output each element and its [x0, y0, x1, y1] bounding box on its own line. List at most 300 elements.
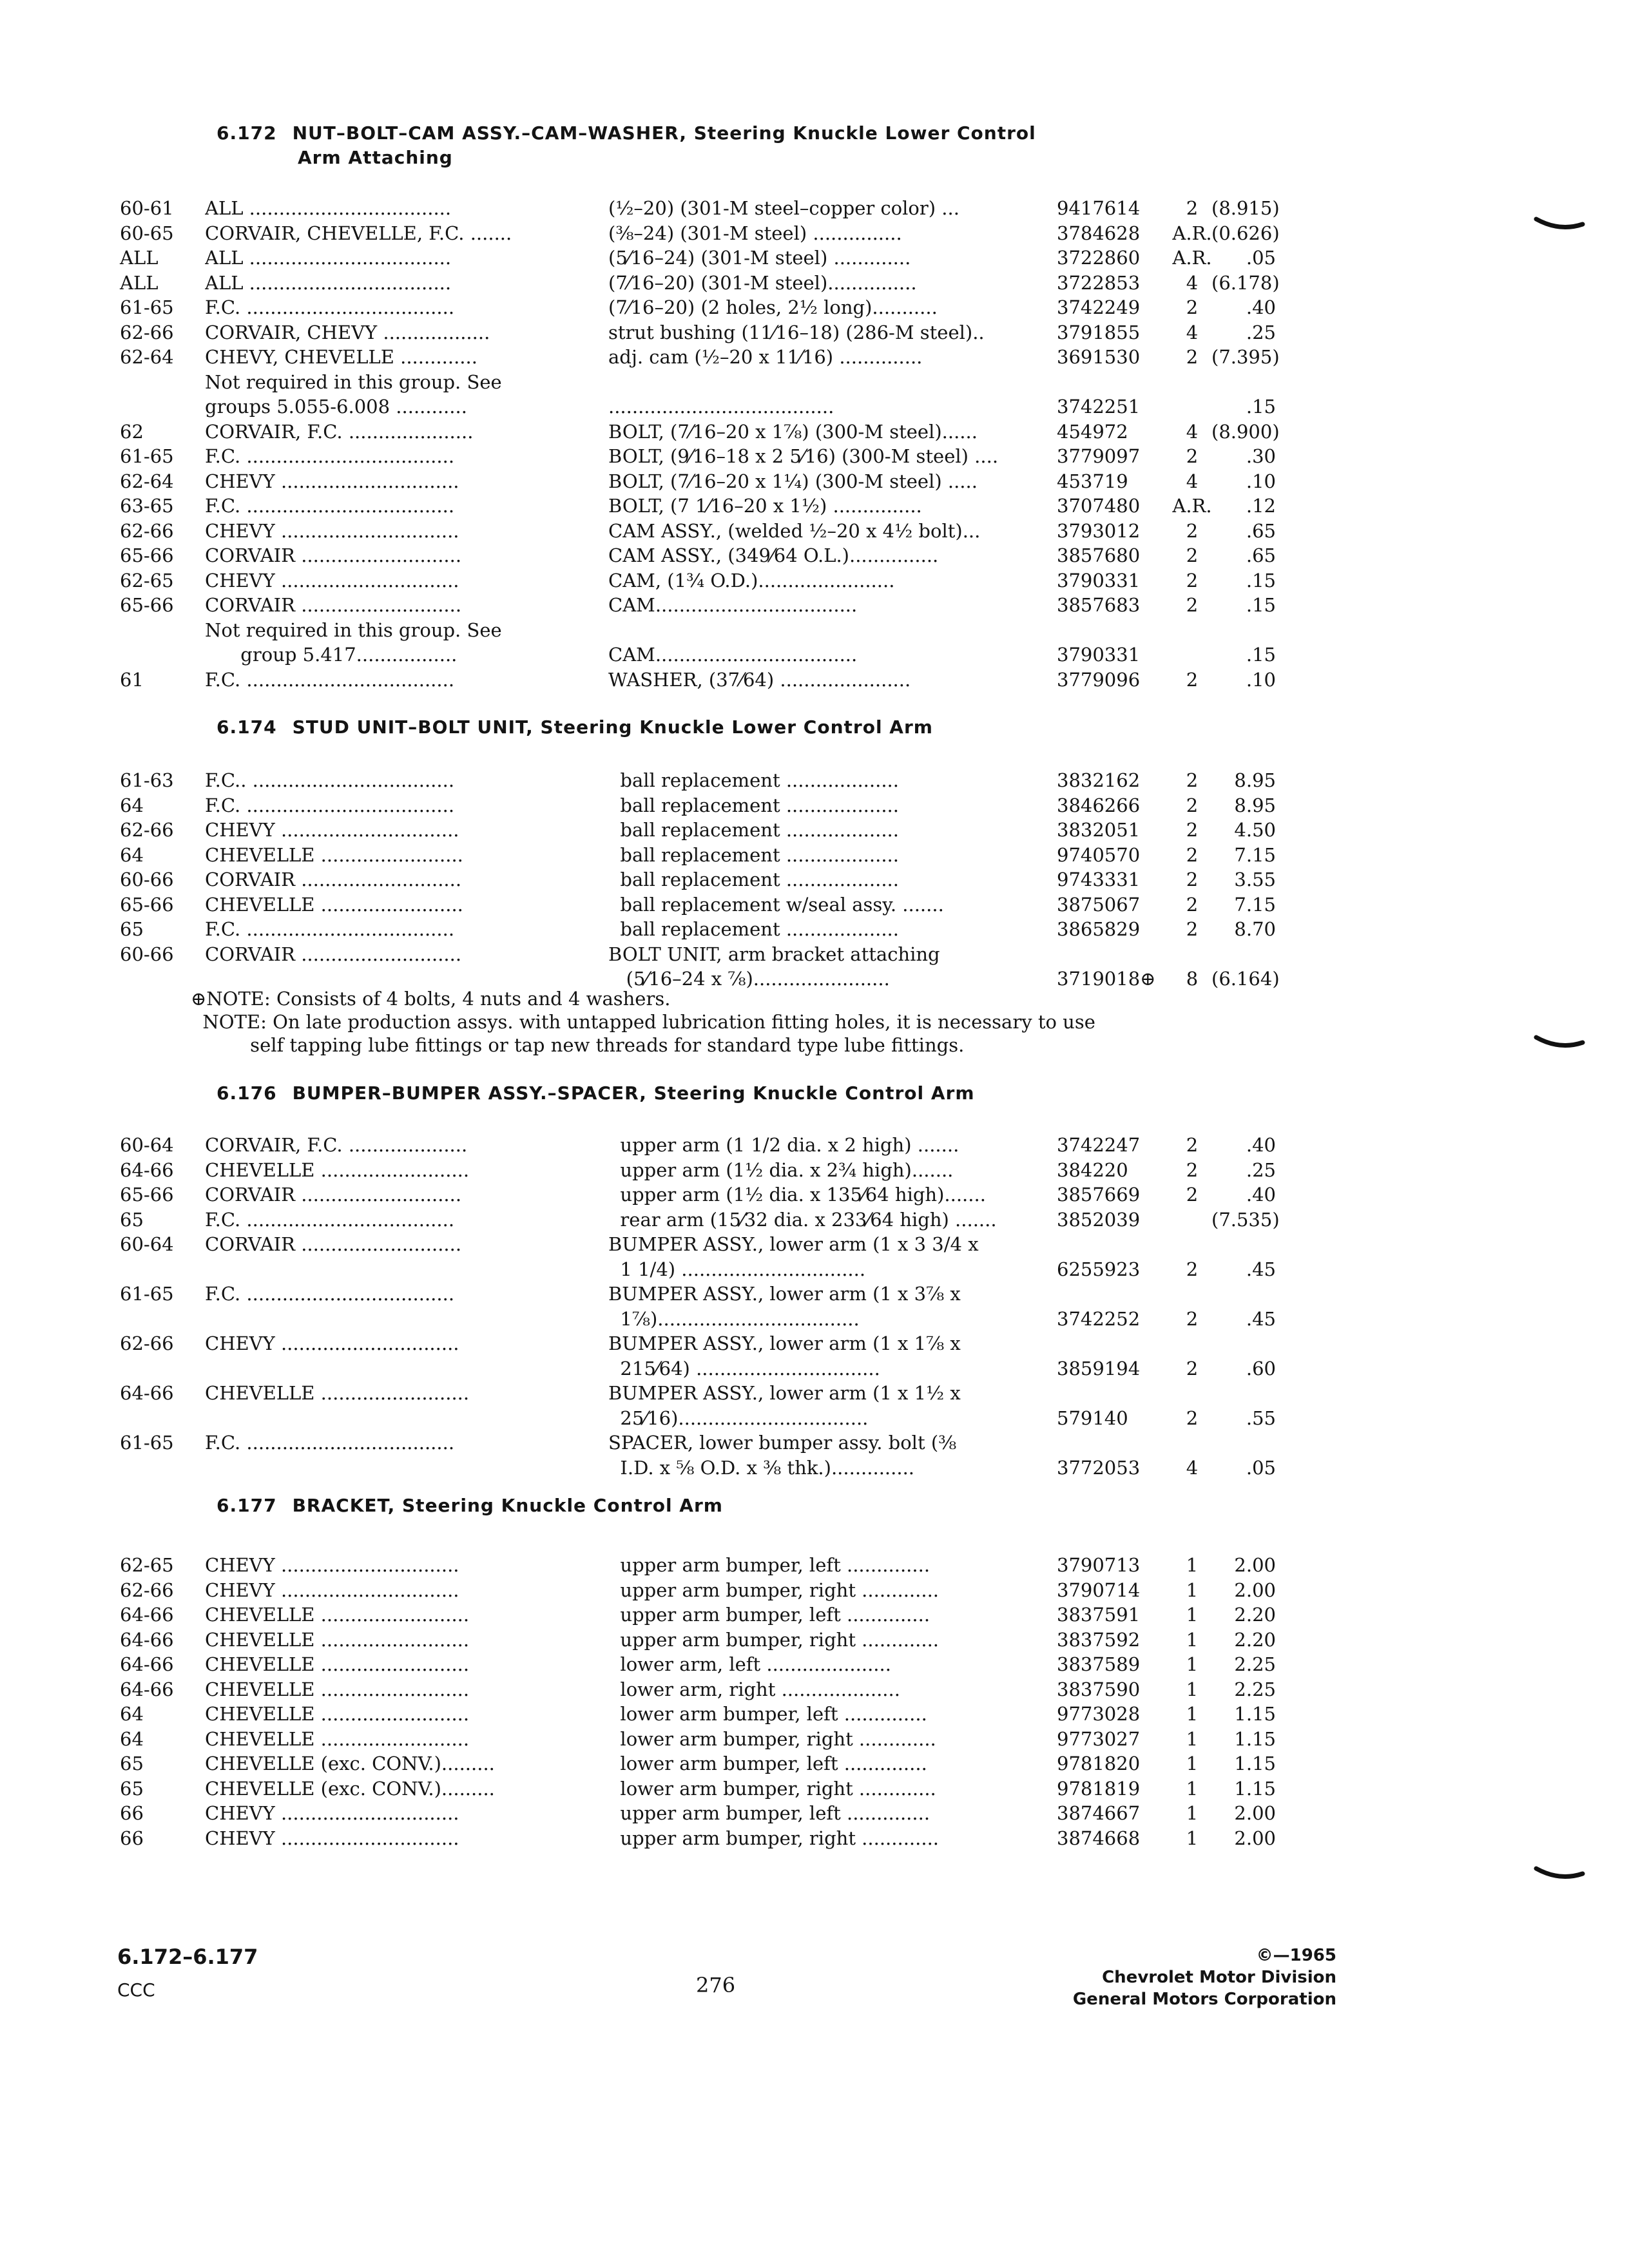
price-cell: (7.395) — [1211, 346, 1280, 368]
quantity-cell: 4 — [1186, 420, 1199, 443]
part-number-cell: 3837589 — [1057, 1653, 1141, 1675]
quantity-cell: 1 — [1186, 1554, 1199, 1576]
description-cell: CAM.................................. — [608, 594, 858, 616]
price-cell: 2.25 — [1234, 1653, 1276, 1675]
table-row — [0, 568, 1629, 593]
model-cell: CORVAIR ........................... — [205, 544, 462, 566]
footer-division: Chevrolet Motor Division — [1102, 1968, 1336, 1987]
section-number: 6.174 — [217, 716, 277, 738]
part-number-cell: 3846266 — [1057, 794, 1141, 816]
part-number-cell: 3837590 — [1057, 1678, 1141, 1700]
note-line: NOTE: On late production assys. with untapped lubrication fitting holes, it is necessary to use — [191, 1011, 1095, 1033]
price-cell: .05 — [1246, 247, 1276, 269]
model-cell: CORVAIR ........................... — [205, 594, 462, 616]
model-year-cell: 64-66 — [120, 1158, 174, 1181]
quantity-cell: 1 — [1186, 1579, 1199, 1601]
model-year-cell: 61-65 — [120, 445, 174, 467]
model-cell: CORVAIR ........................... — [205, 943, 462, 965]
model-cell: F.C. ................................... — [205, 794, 455, 816]
quantity-cell: 2 — [1186, 1407, 1199, 1429]
price-cell: 8.95 — [1234, 794, 1276, 816]
description-cell: ball replacement ................... — [608, 869, 899, 890]
price-cell: .30 — [1246, 445, 1276, 467]
table-row — [0, 1282, 1629, 1331]
table-row — [0, 1232, 1629, 1282]
price-cell: .40 — [1246, 1134, 1276, 1156]
model-cell: F.C. ................................... — [205, 1283, 455, 1305]
parts-table — [0, 196, 1629, 692]
quantity-cell: 4 — [1186, 470, 1199, 492]
quantity-cell: 1 — [1186, 1727, 1199, 1750]
price-cell: 2.20 — [1234, 1628, 1276, 1651]
model-year-cell: 65-66 — [120, 893, 174, 916]
part-number-cell: 3742251 — [1057, 396, 1141, 418]
description-cell: (7⁄16–20) (301-M steel)............... — [608, 271, 917, 294]
part-number-cell: 3857680 — [1057, 544, 1141, 566]
quantity-cell: 4 — [1186, 271, 1199, 294]
model-cell: CHEVELLE ......................... — [205, 1382, 470, 1404]
binder-mark — [1534, 1862, 1585, 1888]
model-cell: ALL .................................. — [205, 271, 452, 294]
part-number-cell: 384220 — [1057, 1158, 1128, 1181]
table-row — [0, 1652, 1629, 1677]
model-year-cell: 62-66 — [120, 1579, 174, 1601]
table-row — [0, 221, 1629, 246]
model-cell: F.C. ................................... — [205, 1208, 455, 1231]
description-cell: BUMPER ASSY., lower arm (1 x 1½ x 25⁄16)................................ — [608, 1382, 961, 1429]
parts-table — [0, 1133, 1629, 1480]
model-cell: CHEVY .............................. — [205, 470, 459, 492]
section-subtitle: Arm Attaching — [298, 147, 453, 168]
parts-table — [0, 1553, 1629, 1850]
model-year-cell: 66 — [120, 1802, 144, 1824]
description-cell: ball replacement ................... — [608, 918, 899, 940]
model-year-cell: 65 — [120, 1753, 144, 1774]
table-row — [0, 1331, 1629, 1381]
table-row — [0, 1133, 1629, 1158]
model-year-cell: 65-66 — [120, 594, 174, 616]
table-row — [0, 867, 1629, 892]
section-heading — [217, 1081, 1312, 1106]
model-year-cell: 65-66 — [120, 544, 174, 566]
quantity-cell: 4 — [1186, 1456, 1199, 1479]
table-row — [0, 1628, 1629, 1653]
description-cell: upper arm bumper, right ............. — [608, 1827, 940, 1849]
price-cell: (8.915) — [1211, 197, 1280, 219]
footer-copyright: ©—1965 — [1256, 1946, 1336, 1965]
table-row — [0, 1751, 1629, 1776]
price-cell: .15 — [1246, 644, 1276, 666]
model-cell: CORVAIR, CHEVELLE, F.C. ....... — [205, 222, 512, 244]
part-number-cell: 3790331 — [1057, 644, 1141, 666]
price-cell: .25 — [1246, 321, 1276, 343]
section-heading — [217, 121, 1312, 170]
quantity-cell: 2 — [1186, 544, 1199, 566]
model-cell: CHEVELLE ......................... — [205, 1653, 470, 1675]
description-cell: ball replacement ................... — [608, 843, 899, 866]
part-number-cell: 3722860 — [1057, 247, 1141, 269]
model-year-cell: ALL — [120, 271, 159, 294]
model-year-cell: 62-66 — [120, 321, 174, 343]
model-year-cell: 61-65 — [120, 1432, 174, 1454]
price-cell: .45 — [1246, 1258, 1276, 1280]
model-year-cell: 60-66 — [120, 869, 174, 890]
price-cell: 2.00 — [1234, 1579, 1276, 1601]
price-cell: .65 — [1246, 519, 1276, 542]
price-cell: .25 — [1246, 1158, 1276, 1181]
table-row — [0, 543, 1629, 568]
table-row — [0, 1702, 1629, 1727]
description-cell: ball replacement w/seal assy. ....... — [608, 893, 944, 916]
part-number-cell: 3779097 — [1057, 445, 1141, 467]
model-year-cell: 62-65 — [120, 1554, 174, 1576]
quantity-cell: 1 — [1186, 1653, 1199, 1675]
quantity-cell: 2 — [1186, 197, 1199, 219]
price-cell: 2.00 — [1234, 1827, 1276, 1849]
footer-corporation: General Motors Corporation — [1072, 1990, 1336, 2009]
description-cell: CAM, (1¾ O.D.)....................... — [608, 569, 895, 591]
price-cell: .15 — [1246, 396, 1276, 418]
table-row — [0, 1158, 1629, 1183]
model-year-cell: 62-66 — [120, 819, 174, 841]
price-cell: .55 — [1246, 1407, 1276, 1429]
quantity-cell: 2 — [1186, 769, 1199, 791]
part-number-cell: 453719 — [1057, 470, 1128, 492]
table-row — [0, 1826, 1629, 1851]
table-row — [0, 1776, 1629, 1802]
model-cell: CHEVELLE (exc. CONV.)......... — [205, 1777, 495, 1800]
table-row — [0, 618, 1629, 668]
model-year-cell: 65-66 — [120, 1184, 174, 1206]
binder-mark — [1534, 1031, 1585, 1057]
part-number-cell: 3791855 — [1057, 321, 1141, 343]
model-cell: ALL .................................. — [205, 247, 452, 269]
description-cell: ...................................... — [608, 396, 834, 418]
model-year-cell: 62 — [120, 420, 144, 443]
model-cell: CHEVY .............................. — [205, 519, 459, 542]
description-cell: ball replacement ................... — [608, 819, 899, 841]
price-cell: 1.15 — [1234, 1727, 1276, 1750]
table-row — [0, 668, 1629, 693]
footer-code: CCC — [117, 1979, 155, 2001]
model-year-cell: 62-65 — [120, 569, 174, 591]
model-cell: CHEVELLE ........................ — [205, 893, 463, 916]
description-cell: (½–20) (301-M steel–copper color) ... — [608, 197, 959, 219]
model-cell: CHEVELLE ......................... — [205, 1703, 470, 1725]
quantity-cell: A.R. — [1172, 247, 1212, 269]
model-cell: CHEVY .............................. — [205, 569, 459, 591]
part-number-cell: 3790331 — [1057, 569, 1141, 591]
model-year-cell: 61 — [120, 668, 144, 691]
description-cell: CAM ASSY., (349⁄64 O.L.)............... — [608, 544, 939, 566]
model-cell: CHEVELLE (exc. CONV.)......... — [205, 1753, 495, 1774]
part-number-cell: 3874667 — [1057, 1802, 1141, 1824]
model-year-cell: 61-65 — [120, 1283, 174, 1305]
model-year-cell: 64-66 — [120, 1604, 174, 1626]
price-cell: .05 — [1246, 1456, 1276, 1479]
part-number-cell: 3784628 — [1057, 222, 1141, 244]
price-cell: .10 — [1246, 470, 1276, 492]
description-cell: BUMPER ASSY., lower arm (1 x 3 3/4 x 1 1/4) ............................... — [608, 1233, 979, 1280]
model-year-cell: 62-64 — [120, 470, 174, 492]
model-year-cell: 64-66 — [120, 1653, 174, 1675]
price-cell: .40 — [1246, 296, 1276, 318]
quantity-cell: 2 — [1186, 819, 1199, 841]
part-number-cell: 3875067 — [1057, 893, 1141, 916]
part-number-cell: 3707480 — [1057, 495, 1141, 517]
section-number: 6.176 — [217, 1082, 277, 1104]
description-cell: BOLT, (9⁄16–18 x 2 5⁄16) (300-M steel) .... — [608, 445, 999, 467]
page-number: 276 — [696, 1973, 736, 1997]
price-cell: 2.25 — [1234, 1678, 1276, 1700]
description-cell: BOLT, (7 1⁄16–20 x 1½) ............... — [608, 495, 922, 517]
model-cell: CHEVY, CHEVELLE ............. — [205, 346, 477, 368]
part-number-cell: 3772053 — [1057, 1456, 1141, 1479]
description-cell: adj. cam (½–20 x 11⁄16) .............. — [608, 346, 923, 368]
section-title: BUMPER–BUMPER ASSY.–SPACER, Steering Knuckle Control Arm — [292, 1082, 975, 1104]
price-cell: 8.70 — [1234, 918, 1276, 940]
part-number-cell: 3857669 — [1057, 1184, 1141, 1206]
description-cell: BOLT, (7⁄16–20 x 1¼) (300-M steel) ..... — [608, 470, 978, 492]
model-year-cell: 64 — [120, 843, 144, 866]
table-row — [0, 469, 1629, 494]
part-number-cell: 3857683 — [1057, 594, 1141, 616]
part-number-cell: 3719018⊕ — [1057, 968, 1156, 990]
quantity-cell: 1 — [1186, 1628, 1199, 1651]
table-row — [0, 768, 1629, 793]
section-title: NUT–BOLT–CAM ASSY.–CAM–WASHER, Steering Knuckle Lower Control — [292, 122, 1036, 144]
description-cell: upper arm bumper, left .............. — [608, 1604, 930, 1626]
price-cell: 1.15 — [1234, 1777, 1276, 1800]
part-number-cell: 3837592 — [1057, 1628, 1141, 1651]
quantity-cell: 2 — [1186, 1357, 1199, 1379]
description-cell: lower arm bumper, right ............. — [608, 1777, 936, 1800]
table-row — [0, 196, 1629, 221]
model-year-cell: 60-66 — [120, 943, 174, 965]
table-row — [0, 1430, 1629, 1480]
description-cell: upper arm (1 1/2 dia. x 2 high) ....... — [608, 1134, 959, 1156]
table-row — [0, 892, 1629, 918]
model-year-cell: 61-63 — [120, 769, 174, 791]
section-title: BRACKET, Steering Knuckle Control Arm — [292, 1495, 723, 1516]
quantity-cell: 1 — [1186, 1753, 1199, 1774]
description-cell: BOLT UNIT, arm bracket attaching (5⁄16–24 x ⅞)....................... — [608, 943, 940, 990]
table-row — [0, 942, 1629, 992]
model-cell: CHEVY .............................. — [205, 819, 459, 841]
description-cell: SPACER, lower bumper assy. bolt (⅜ I.D. x ⅝ O.D. x ⅜ thk.).............. — [608, 1432, 957, 1479]
description-cell: lower arm bumper, left .............. — [608, 1753, 927, 1774]
description-cell: upper arm bumper, left .............. — [608, 1802, 930, 1824]
model-cell: F.C. ................................... — [205, 918, 455, 940]
description-cell: lower arm, left ..................... — [608, 1653, 891, 1675]
part-number-cell: 9740570 — [1057, 843, 1141, 866]
quantity-cell: 1 — [1186, 1827, 1199, 1849]
part-number-cell: 9743331 — [1057, 869, 1141, 890]
model-year-cell: 62-66 — [120, 1332, 174, 1354]
table-row — [0, 444, 1629, 469]
model-year-cell: 60-64 — [120, 1134, 174, 1156]
model-cell: CHEVY .............................. — [205, 1579, 459, 1601]
model-year-cell: 66 — [120, 1827, 144, 1849]
part-number-cell: 3722853 — [1057, 271, 1141, 294]
quantity-cell: 2 — [1186, 794, 1199, 816]
section-heading — [217, 1494, 1312, 1518]
price-cell: .45 — [1246, 1307, 1276, 1330]
quantity-cell: 2 — [1186, 893, 1199, 916]
model-year-cell: ALL — [120, 247, 159, 269]
price-cell: 3.55 — [1234, 869, 1276, 890]
model-cell: F.C. ................................... — [205, 296, 455, 318]
description-cell: BUMPER ASSY., lower arm (1 x 3⅞ x 1⅞).................................. — [608, 1283, 961, 1330]
part-number-cell: 9417614 — [1057, 197, 1141, 219]
part-number-cell: 3837591 — [1057, 1604, 1141, 1626]
table-row — [0, 1553, 1629, 1578]
part-number-cell: 3859194 — [1057, 1357, 1141, 1379]
model-cell: ALL .................................. — [205, 197, 452, 219]
table-row — [0, 1727, 1629, 1752]
description-cell: BUMPER ASSY., lower arm (1 x 1⅞ x 215⁄64) ............................... — [608, 1332, 961, 1379]
model-cell: CORVAIR, F.C. ..................... — [205, 420, 474, 443]
model-year-cell: 60-61 — [120, 197, 174, 219]
model-cell: Not required in this group. See group 5.417................. — [205, 619, 502, 666]
quantity-cell: 1 — [1186, 1703, 1199, 1725]
description-cell: ball replacement ................... — [608, 794, 899, 816]
part-number-cell: 579140 — [1057, 1407, 1128, 1429]
part-number-cell: 3790713 — [1057, 1554, 1141, 1576]
model-cell: CHEVY .............................. — [205, 1802, 459, 1824]
model-cell: CORVAIR, CHEVY .................. — [205, 321, 490, 343]
price-cell: .12 — [1246, 495, 1276, 517]
price-cell: 1.15 — [1234, 1753, 1276, 1774]
price-cell: (8.900) — [1211, 420, 1280, 443]
part-number-cell: 3742249 — [1057, 296, 1141, 318]
price-cell: .15 — [1246, 569, 1276, 591]
model-year-cell: 64-66 — [120, 1628, 174, 1651]
table-row — [0, 593, 1629, 618]
model-cell: CORVAIR ........................... — [205, 1233, 462, 1255]
model-cell: CHEVY .............................. — [205, 1554, 459, 1576]
part-number-cell: 9773028 — [1057, 1703, 1141, 1725]
price-cell: (7.535) — [1211, 1208, 1280, 1231]
table-row — [0, 818, 1629, 843]
table-row — [0, 295, 1629, 320]
footer-section-range: 6.172–6.177 — [117, 1945, 258, 1969]
model-year-cell: 64-66 — [120, 1382, 174, 1404]
quantity-cell: 2 — [1186, 445, 1199, 467]
table-row — [0, 345, 1629, 370]
model-cell: CORVAIR ........................... — [205, 1184, 462, 1206]
part-number-cell: 3742252 — [1057, 1307, 1141, 1330]
quantity-cell: 2 — [1186, 869, 1199, 890]
description-cell: upper arm (1½ dia. x 2¾ high)....... — [608, 1158, 954, 1181]
model-year-cell: 65 — [120, 1208, 144, 1231]
quantity-cell: 2 — [1186, 519, 1199, 542]
quantity-cell: 2 — [1186, 918, 1199, 940]
price-cell: 7.15 — [1234, 843, 1276, 866]
quantity-cell: 4 — [1186, 321, 1199, 343]
part-number-cell: 3874668 — [1057, 1827, 1141, 1849]
note-line: ⊕NOTE: Consists of 4 bolts, 4 nuts and 4 washers. — [191, 988, 671, 1010]
description-cell: lower arm bumper, right ............. — [608, 1727, 936, 1750]
quantity-cell: 2 — [1186, 346, 1199, 368]
part-number-cell: 3832162 — [1057, 769, 1141, 791]
price-cell: .15 — [1246, 594, 1276, 616]
model-year-cell: 64-66 — [120, 1678, 174, 1700]
model-cell: F.C. ................................... — [205, 1432, 455, 1454]
table-row — [0, 519, 1629, 544]
quantity-cell: 2 — [1186, 594, 1199, 616]
price-cell: 2.00 — [1234, 1554, 1276, 1576]
quantity-cell: A.R. — [1172, 222, 1212, 244]
section-title: STUD UNIT–BOLT UNIT, Steering Knuckle Lower Control Arm — [292, 716, 933, 738]
price-cell: 4.50 — [1234, 819, 1276, 841]
price-cell: 1.15 — [1234, 1703, 1276, 1725]
quantity-cell: 2 — [1186, 1307, 1199, 1330]
part-number-cell: 9781819 — [1057, 1777, 1141, 1800]
table-row — [0, 494, 1629, 519]
model-cell: CHEVELLE ......................... — [205, 1158, 470, 1181]
model-cell: F.C. ................................... — [205, 668, 455, 691]
description-cell: upper arm bumper, right ............. — [608, 1628, 940, 1651]
quantity-cell: 2 — [1186, 569, 1199, 591]
table-row — [0, 370, 1629, 419]
quantity-cell: 1 — [1186, 1777, 1199, 1800]
model-year-cell: 62-64 — [120, 346, 174, 368]
description-cell: rear arm (15⁄32 dia. x 233⁄64 high) ....... — [608, 1208, 997, 1231]
price-cell: 2.00 — [1234, 1802, 1276, 1824]
model-cell: CHEVELLE ......................... — [205, 1727, 470, 1750]
table-row — [0, 1801, 1629, 1826]
table-row — [0, 1677, 1629, 1702]
quantity-cell: 2 — [1186, 668, 1199, 691]
price-cell: .65 — [1246, 544, 1276, 566]
model-year-cell: 64 — [120, 794, 144, 816]
price-cell: 2.20 — [1234, 1604, 1276, 1626]
quantity-cell: 2 — [1186, 843, 1199, 866]
description-cell: lower arm bumper, left .............. — [608, 1703, 927, 1725]
table-row — [0, 917, 1629, 942]
quantity-cell: 2 — [1186, 1258, 1199, 1280]
table-row — [0, 1578, 1629, 1603]
model-cell: CHEVY .............................. — [205, 1332, 459, 1354]
part-number-cell: 3832051 — [1057, 819, 1141, 841]
quantity-cell: 1 — [1186, 1604, 1199, 1626]
model-year-cell: 60-64 — [120, 1233, 174, 1255]
model-year-cell: 62-66 — [120, 519, 174, 542]
price-cell: 7.15 — [1234, 893, 1276, 916]
part-number-cell: 3691530 — [1057, 346, 1141, 368]
table-row — [0, 419, 1629, 445]
model-cell: CHEVELLE ......................... — [205, 1678, 470, 1700]
table-row — [0, 1381, 1629, 1430]
table-row — [0, 1207, 1629, 1233]
description-cell: BOLT, (7⁄16–20 x 1⅞) (300-M steel)...... — [608, 420, 978, 443]
price-cell: .10 — [1246, 668, 1276, 691]
model-year-cell: 65 — [120, 1777, 144, 1800]
section-number: 6.172 — [217, 122, 277, 144]
part-number-cell: 3790714 — [1057, 1579, 1141, 1601]
model-cell: Not required in this group. See groups 5.055-6.008 ............ — [205, 370, 502, 418]
description-cell: upper arm bumper, left .............. — [608, 1554, 930, 1576]
table-row — [0, 320, 1629, 345]
section-number: 6.177 — [217, 1495, 277, 1516]
model-year-cell: 63-65 — [120, 495, 174, 517]
part-number-cell: 9781820 — [1057, 1753, 1141, 1774]
table-row — [0, 1182, 1629, 1207]
part-number-cell: 454972 — [1057, 420, 1128, 443]
price-cell: (0.626) — [1211, 222, 1280, 244]
description-cell: lower arm, right .................... — [608, 1678, 900, 1700]
